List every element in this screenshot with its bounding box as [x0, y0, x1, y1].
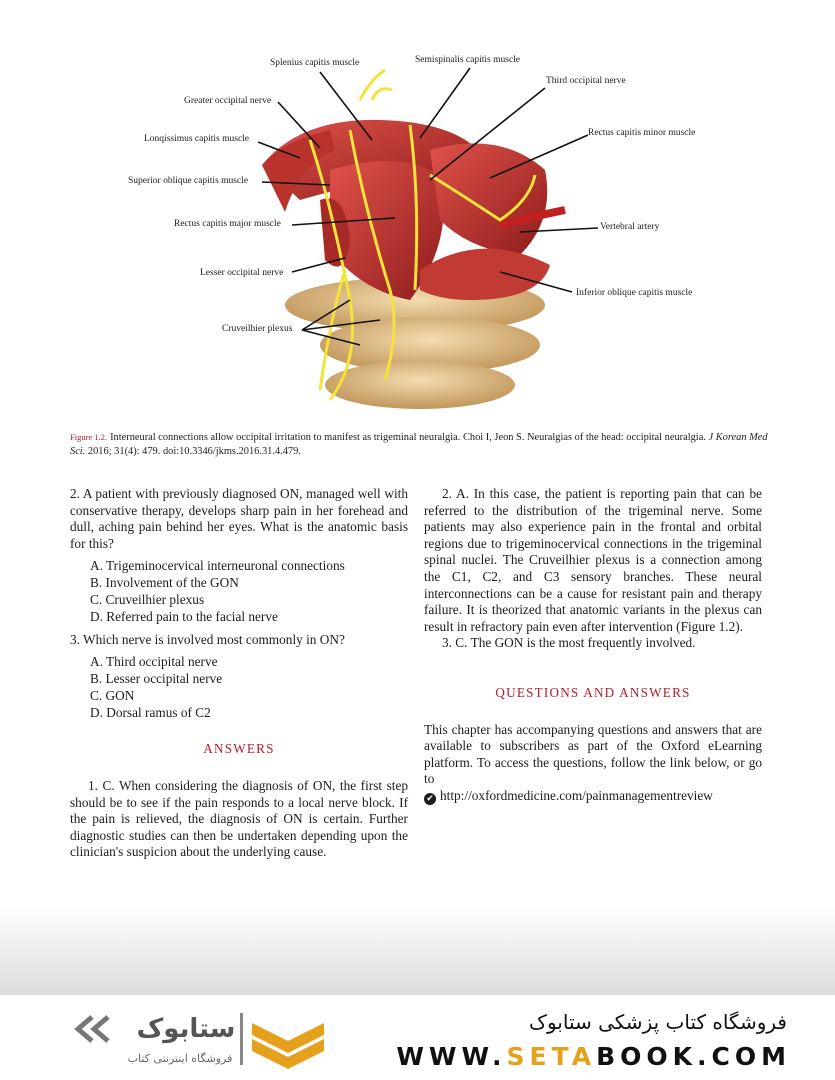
- shop-title: فروشگاه کتاب پزشکی ستابوک: [529, 1010, 787, 1034]
- qa-text: This chapter has accompanying questions and answers that are available to subscribers as part of the Oxford eLearning platform. To access the questions, follow the link below, or go to: [424, 721, 762, 787]
- answer-1: 1. C. When considering the diagnosis of ON, the first step should be to see if the pain responds to a local nerve block. If the pain is relieved, the diagnosis of ON is certain. Further diagnostic studies can then be undertaken depending upon the clinician's suspicion about the underlying cause.: [70, 777, 408, 860]
- page-fade: [0, 905, 835, 995]
- anatomy-figure: [0, 0, 835, 430]
- option: C. GON: [90, 687, 135, 703]
- qa-heading: QUESTIONS AND ANSWERS: [495, 684, 691, 700]
- url-part-1: WWW.: [396, 1042, 507, 1071]
- logo-subtitle: فروشگاه اینترنتی کتاب: [127, 1052, 233, 1065]
- question-2: 2. A patient with previously diagnosed ON, managed well with conservative therapy, develops sharp pain in her forehead and dull, aching pain behind her eyes. What is the anatomic basis for this?: [70, 486, 408, 551]
- label-vertebral-artery: Vertebral artery: [600, 222, 660, 232]
- answer-2: 2. A. In this case, the patient is reporting pain that can be referred to the distribution of the trigeminal nerve. Some patients may also experience pain in the frontal and orbital regions due to trigeminocervical connections in the trigeminal spinal nuclei. The Cruveilhier plexus is a connection among the C1, C2, and C3 sensory branches. These neural interconnections can be a cause for resistant pain and therapy failure. It is theorized that anatomic variants in the plexus can result in refractory pain even after intervention (Figure 1.2).: [424, 486, 762, 634]
- qa-link-row[interactable]: [424, 788, 762, 805]
- vertebra-c3: [325, 361, 515, 409]
- label-inferior-oblique: Inferior oblique capitis muscle: [576, 288, 693, 298]
- label-cruveilhier: Cruveilhier plexus: [222, 324, 293, 334]
- option: B. Lesser occipital nerve: [90, 670, 223, 686]
- option: A. Trigeminocervical interneuronal connections: [90, 558, 345, 574]
- answer-3: 3. C. The GON is the most frequently involved.: [442, 635, 696, 651]
- check-circle-icon: ✔: [424, 793, 436, 805]
- label-rectus-minor: Rectus capitis minor muscle: [588, 128, 696, 138]
- label-third-occipital: Third occipital nerve: [546, 76, 626, 86]
- label-lesser-occipital: Lesser occipital nerve: [200, 268, 284, 278]
- option: A. Third occipital nerve: [90, 654, 218, 670]
- label-greater-occipital: Greater occipital nerve: [184, 96, 272, 106]
- url-part-2: SETA: [506, 1042, 597, 1071]
- caption-text: Interneural connections allow occipital irritation to manifest as trigeminal neuralgia. Choi I, Jeon S. Neuralgias of the head: occipital neuralgia.: [110, 432, 706, 443]
- option: C. Cruveilhier plexus: [90, 591, 205, 607]
- figure-number: Figure 1.2.: [70, 432, 108, 442]
- option: B. Involvement of the GON: [90, 575, 239, 591]
- figure-caption: [70, 431, 770, 458]
- right-column: [424, 486, 762, 805]
- label-semispinalis: Semispinalis capitis muscle: [415, 55, 521, 65]
- url-part-3: BOOK.COM: [596, 1042, 791, 1071]
- option: D. Referred pain to the facial nerve: [90, 608, 278, 624]
- label-superior-oblique: Superior oblique capitis muscle: [128, 176, 249, 186]
- shop-url[interactable]: [396, 1042, 791, 1071]
- logo-wordmark: ستابوک: [136, 1014, 236, 1044]
- caption-citation: 2016; 31(4): 479. doi:10.3346/jkms.2016.31.4.479.: [87, 445, 301, 457]
- answers-heading: ANSWERS: [203, 741, 275, 757]
- question-2-options: [90, 558, 408, 625]
- left-column: [70, 486, 408, 861]
- qa-link[interactable]: http://oxfordmedicine.com/painmanagementreview: [440, 787, 713, 803]
- option: D. Dorsal ramus of C2: [90, 704, 211, 720]
- label-rectus-major: Rectus capitis major muscle: [174, 219, 281, 229]
- label-splenius: Splenius capitis muscle: [270, 58, 360, 68]
- question-3: 3. Which nerve is involved most commonly in ON?: [70, 631, 345, 647]
- label-longissimus: Lonqissimus capitis muscle: [144, 134, 250, 144]
- question-3-options: [90, 654, 408, 721]
- caption-journal: J Korean Med Sci.: [70, 432, 768, 457]
